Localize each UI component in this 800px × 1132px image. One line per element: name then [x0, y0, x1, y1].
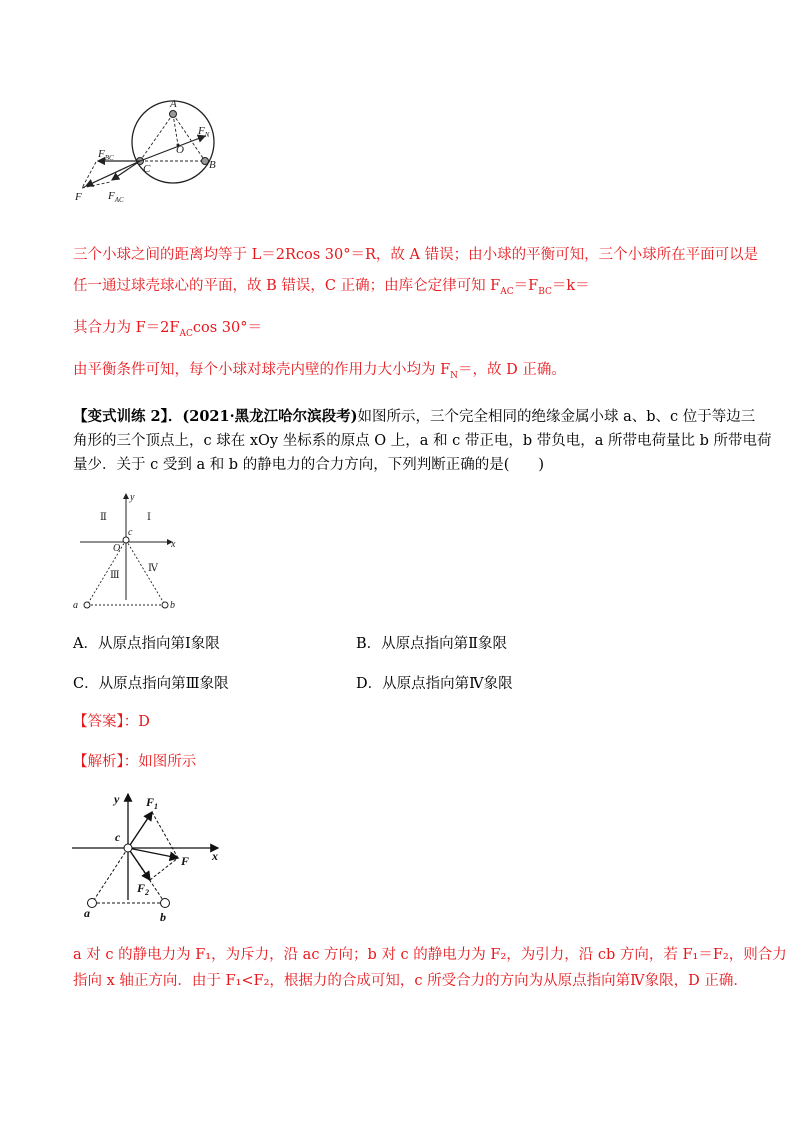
label-x: x — [171, 539, 176, 550]
label-C: C — [143, 163, 151, 175]
question-line-2: 角形的三个顶点上，c 球在 xOy 坐标系的原点 O 上，a 和 c 带正电，b 带负电，a 所带电荷量比 b 所带电荷 — [73, 433, 772, 449]
label-quadrant-1: Ⅰ — [147, 512, 151, 523]
label-y: y — [130, 492, 135, 503]
analysis-line: 【解析】：如图所示 — [73, 754, 197, 770]
arrow-F1 — [128, 812, 152, 848]
answer-label: 【答案】 — [73, 714, 124, 730]
label-b: b — [160, 910, 166, 924]
label-b: b — [170, 600, 175, 611]
question-line-3: 量少．关于 c 受到 a 和 b 的静电力的合力方向，下列判断正确的是( ) — [73, 457, 545, 473]
label-a: a — [84, 906, 90, 920]
label-F2: $F_2$ — [137, 881, 150, 897]
label-c: c — [115, 830, 121, 844]
label-O: O — [176, 144, 184, 156]
ball-c — [124, 844, 132, 852]
option-A[interactable]: A．从原点指向第Ⅰ象限 — [73, 636, 220, 652]
label-F: F — [75, 191, 82, 203]
label-F: F — [181, 854, 190, 868]
explanation-line-5: a 对 c 的静电力为 F₁，为斥力，沿 ac 方向；b 对 c 的静电力为 F₂，为引力，沿 cb 方向，若 F₁＝F₂，则合力 — [73, 947, 787, 963]
label-x: x — [212, 849, 218, 863]
option-C[interactable]: C．从原点指向第Ⅲ象限 — [73, 676, 229, 692]
label-FAC: $F_{AC}$ — [108, 190, 124, 204]
analysis-label: 【解析】 — [73, 754, 124, 770]
explanation-line-6: 指向 x 轴正方向．由于 F₁<F₂，根据力的合成可知，c 所受合力的方向为从原点指向第Ⅳ象限，D 正确． — [73, 973, 748, 989]
label-FN: $F_N$ — [198, 125, 210, 139]
answer-value: ：D — [123, 714, 150, 730]
option-B[interactable]: B．从原点指向第Ⅱ象限 — [356, 636, 508, 652]
label-c: c — [128, 527, 133, 538]
label-y: y — [114, 792, 120, 806]
explanation-line-1: 三个小球之间的距离均等于 L＝2Rcos 30°＝R，故 A 错误；由小球的平衡可知，三个小球所在平面可以是 — [73, 247, 759, 263]
explanation-line-3: 其合力为 $F=2F_{AC}\cos$ 30°＝ — [73, 320, 262, 339]
question-title: 【变式训练 2】．(2021·黑龙江哈尔滨段考) — [73, 408, 358, 425]
explanation-line-4: 由平衡条件可知，每个小球对球壳内壁的作用力大小均为 $F_N=$，故 D 正确。 — [73, 362, 566, 381]
label-B: B — [209, 159, 216, 171]
option-D[interactable]: D．从原点指向第Ⅳ象限 — [356, 676, 513, 692]
arrow-F — [128, 848, 178, 858]
label-FBC: $F_{BC}$ — [98, 148, 114, 162]
question-line-1: 【变式训练 2】．(2021·黑龙江哈尔滨段考)如图所示，三个完全相同的绝缘金属小球 a、b、c 位于等边三 — [73, 408, 756, 425]
label-a: a — [73, 600, 78, 611]
label-quadrant-4: Ⅳ — [148, 563, 158, 574]
label-F1: $F_1$ — [146, 795, 159, 811]
label-A: A — [170, 98, 177, 110]
label-quadrant-2: Ⅱ — [100, 512, 107, 523]
label-O: O — [113, 543, 121, 554]
arrow-F2 — [128, 848, 150, 880]
ball-b — [161, 899, 170, 908]
label-quadrant-3: Ⅲ — [110, 570, 120, 581]
explanation-line-2: 任一通过球壳球心的平面，故 B 错误，C 正确；由库仑定律可知 $F_{AC}=F_{BC}=k=$ — [73, 278, 590, 297]
